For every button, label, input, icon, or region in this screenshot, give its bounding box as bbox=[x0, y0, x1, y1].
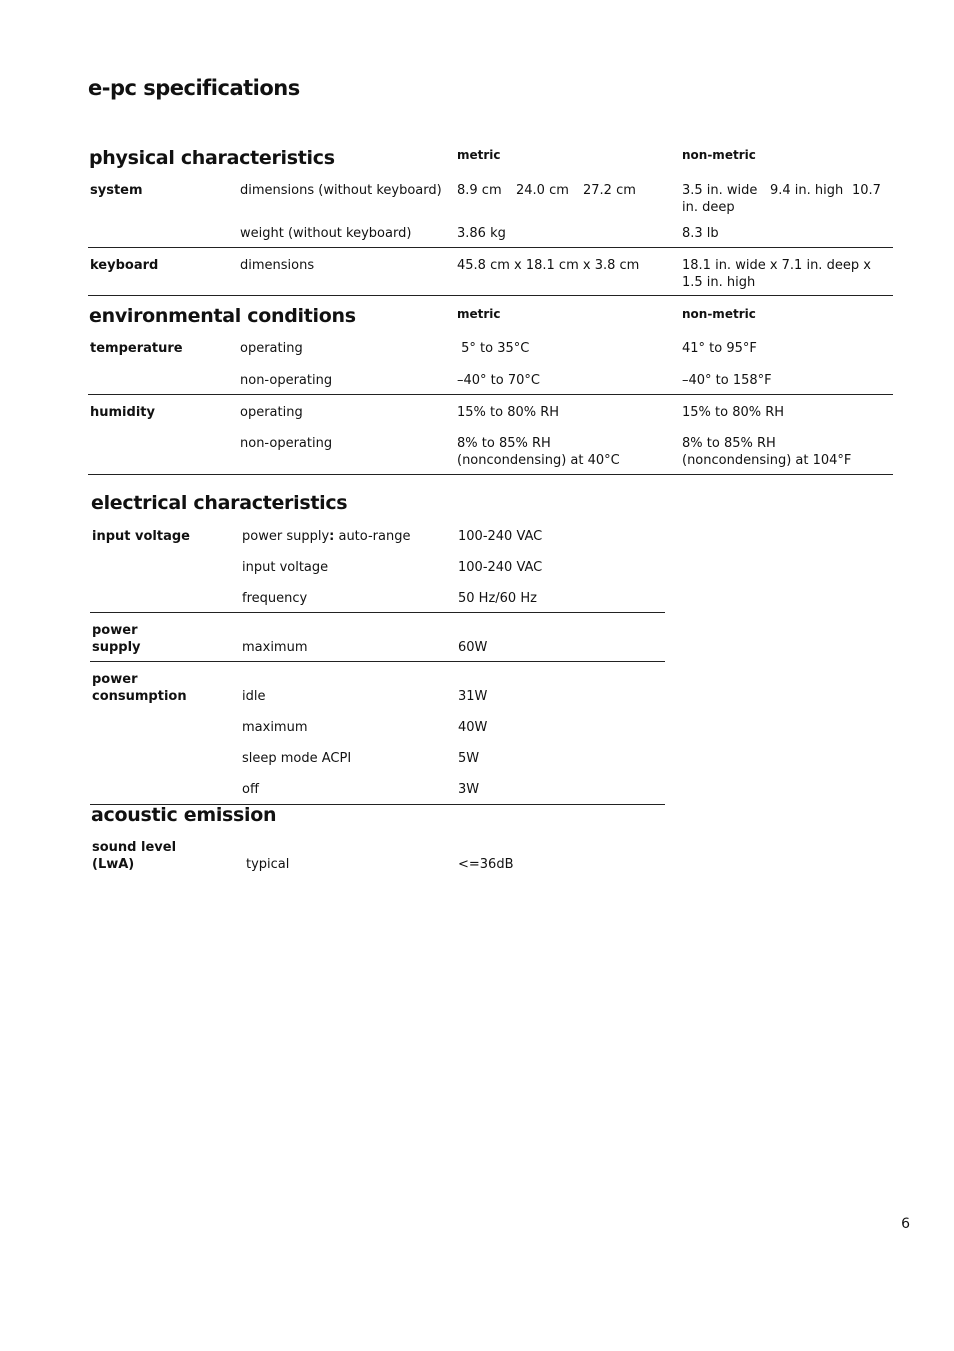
power-supply-label: power supply bbox=[242, 529, 330, 544]
temperature-nonoperating-metric: –40° to 70°C bbox=[457, 373, 540, 388]
physical-section-title: physical characteristics bbox=[89, 147, 335, 169]
sleep-mode-label: sleep mode ACPI bbox=[242, 751, 352, 766]
input-voltage-value: 100-240 VAC bbox=[458, 560, 543, 575]
power-consumption-line2: consumption bbox=[92, 689, 187, 704]
system-dim-nonmetric-2: 9.4 in. high bbox=[770, 183, 844, 198]
system-dim-metric-2: 24.0 cm bbox=[516, 183, 569, 198]
sleep-mode-value: 5W bbox=[458, 751, 480, 766]
humidity-operating-nonmetric: 15% to 80% RH bbox=[682, 405, 785, 420]
sound-level-line2: (LwA) bbox=[92, 857, 135, 872]
typical-label: typical bbox=[246, 857, 290, 872]
divider bbox=[90, 661, 665, 662]
off-label: off bbox=[242, 782, 259, 797]
humidity-operating-metric: 15% to 80% RH bbox=[457, 405, 560, 420]
physical-nonmetric-header: non-metric bbox=[682, 148, 756, 162]
power-supply-line1: power bbox=[92, 623, 138, 638]
system-dim-nonmetric-1: 3.5 in. wide bbox=[682, 183, 758, 198]
system-weight-label: weight (without keyboard) bbox=[240, 226, 412, 241]
system-dim-metric-3: 27.2 cm bbox=[583, 183, 636, 198]
acoustic-section-title: acoustic emission bbox=[91, 804, 277, 826]
divider bbox=[88, 295, 893, 296]
divider bbox=[90, 612, 665, 613]
temperature-operating-label: operating bbox=[240, 341, 303, 356]
idle-value: 31W bbox=[458, 689, 488, 704]
system-weight-metric: 3.86 kg bbox=[457, 226, 506, 241]
input-voltage-category: input voltage bbox=[92, 529, 190, 544]
temperature-operating-metric: 5° to 35°C bbox=[457, 341, 530, 356]
page-title: e-pc specifications bbox=[88, 76, 300, 100]
system-category: system bbox=[90, 183, 143, 198]
temperature-category: temperature bbox=[90, 341, 183, 356]
system-weight-nonmetric: 8.3 lb bbox=[682, 226, 719, 241]
divider bbox=[88, 474, 893, 475]
environmental-nonmetric-header: non-metric bbox=[682, 307, 756, 321]
keyboard-dimensions-metric: 45.8 cm x 18.1 cm x 3.8 cm bbox=[457, 258, 640, 273]
power-supply-maximum-value: 60W bbox=[458, 640, 488, 655]
system-dim-nonmetric-4: in. deep bbox=[682, 200, 735, 215]
keyboard-category: keyboard bbox=[90, 258, 159, 273]
humidity-nonoperating-nonmetric: 8% to 85% RH (noncondensing) at 104°F bbox=[682, 436, 852, 468]
power-supply-autorange-label bbox=[242, 528, 410, 545]
environmental-metric-header: metric bbox=[457, 307, 501, 321]
off-value: 3W bbox=[458, 782, 480, 797]
sound-level-category bbox=[92, 839, 176, 873]
typical-value: <=36dB bbox=[458, 857, 514, 872]
temperature-nonoperating-nonmetric: –40° to 158°F bbox=[682, 373, 772, 388]
system-dim-metric-1: 8.9 cm bbox=[457, 183, 502, 198]
power-supply-autorange-value: 100-240 VAC bbox=[458, 529, 543, 544]
humidity-category: humidity bbox=[90, 405, 155, 420]
frequency-value: 50 Hz/60 Hz bbox=[458, 591, 537, 606]
consumption-maximum-value: 40W bbox=[458, 720, 488, 735]
power-consumption-category bbox=[92, 671, 187, 705]
keyboard-dimensions-label: dimensions bbox=[240, 258, 315, 273]
input-voltage-label: input voltage bbox=[242, 560, 329, 575]
humidity-nonoperating-metric: 8% to 85% RH (noncondensing) at 40°C bbox=[457, 436, 620, 468]
divider bbox=[88, 247, 893, 248]
humidity-operating-label: operating bbox=[240, 405, 303, 420]
consumption-maximum-label: maximum bbox=[242, 720, 308, 735]
environmental-section-title: environmental conditions bbox=[89, 305, 356, 327]
power-supply-maximum-label: maximum bbox=[242, 640, 308, 655]
idle-label: idle bbox=[242, 689, 266, 704]
power-consumption-line1: power bbox=[92, 672, 138, 687]
page-number: 6 bbox=[901, 1216, 910, 1232]
physical-metric-header: metric bbox=[457, 148, 501, 162]
system-dimensions-nonmetric bbox=[682, 182, 882, 216]
autorange-label: auto-range bbox=[334, 529, 411, 544]
frequency-label: frequency bbox=[242, 591, 308, 606]
system-dim-nonmetric-3: 10.7 bbox=[852, 183, 881, 198]
humidity-nonoperating-label: non-operating bbox=[240, 436, 333, 451]
sound-level-line1: sound level bbox=[92, 840, 177, 855]
electrical-section-title: electrical characteristics bbox=[91, 492, 348, 514]
divider bbox=[88, 394, 893, 395]
system-dimensions-label: dimensions (without keyboard) bbox=[240, 183, 442, 198]
temperature-operating-nonmetric: 41° to 95°F bbox=[682, 341, 757, 356]
system-dimensions-metric bbox=[457, 182, 657, 199]
colon: : bbox=[329, 529, 335, 544]
keyboard-dimensions-nonmetric: 18.1 in. wide x 7.1 in. deep x 1.5 in. high bbox=[682, 258, 871, 290]
power-supply-category bbox=[92, 622, 141, 656]
temperature-nonoperating-label: non-operating bbox=[240, 373, 333, 388]
power-supply-line2: supply bbox=[92, 640, 141, 655]
